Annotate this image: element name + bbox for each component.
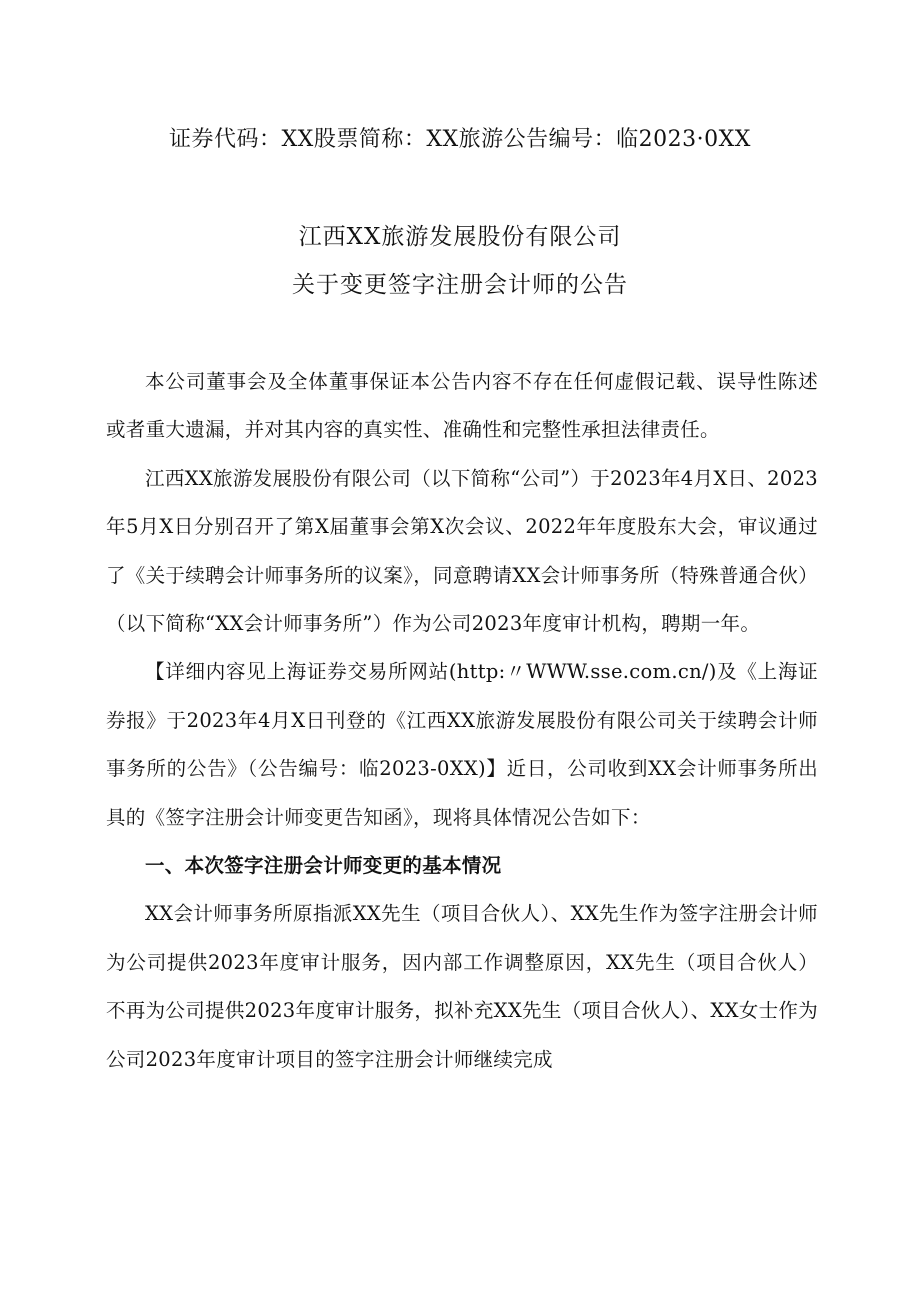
change-details-paragraph: XX会计师事务所原指派XX先生（项目合伙人）、XX先生作为签字注册会计师为公司提供2023年度审计服务，因内部工作调整原因，XX先生（项目合伙人）不再为公司提供2023年度审计服务，拟补充XX先生（项目合伙人）、XX女士作为公司2023年度审计项目的签字注册会计师继续完成 — [106, 902, 818, 1071]
announcement-body — [106, 358, 818, 1084]
background-paragraph: 江西XX旅游发展股份有限公司（以下简称“公司”）于2023年4月X日、2023年5月X日分别召开了第X届董事会第X次会议、2022年年度股东大会，审议通过了《关于续聘会计师事务所的议案》，同意聘请XX会计师事务所（特殊普通合伙）（以下简称“XX会计师事务所”）作为公司2023年度审计机构，聘期一年。 — [106, 466, 818, 636]
disclaimer-paragraph: 本公司董事会及全体董事保证本公告内容不存在任何虚假记载、误导性陈述或者重大遗漏，并对其内容的真实性、准确性和完整性承担法律责任。 — [106, 370, 818, 442]
announcement-title: 关于变更签字注册会计师的公告 — [292, 272, 628, 298]
company-title: 江西XX旅游发展股份有限公司 — [298, 224, 622, 250]
securities-code-line: 证券代码：XX股票简称：XX旅游公告编号：临2023·0XX — [169, 127, 751, 152]
section-heading: 一、本次签字注册会计师变更的基本情况 — [145, 854, 502, 878]
reference-paragraph: 【详细内容见上海证券交易所网站(http:〃WWW.sse.com.cn/)及《上海证券报》于2023年4月X日刊登的《江西XX旅游发展股份有限公司关于续聘会计师事务所的公告》（公告编号：临2023-0XX)】近日，公司收到XX会计师事务所出具的《签字注册会计师变更告知函》，现将具体情况公告如下： — [106, 660, 818, 829]
